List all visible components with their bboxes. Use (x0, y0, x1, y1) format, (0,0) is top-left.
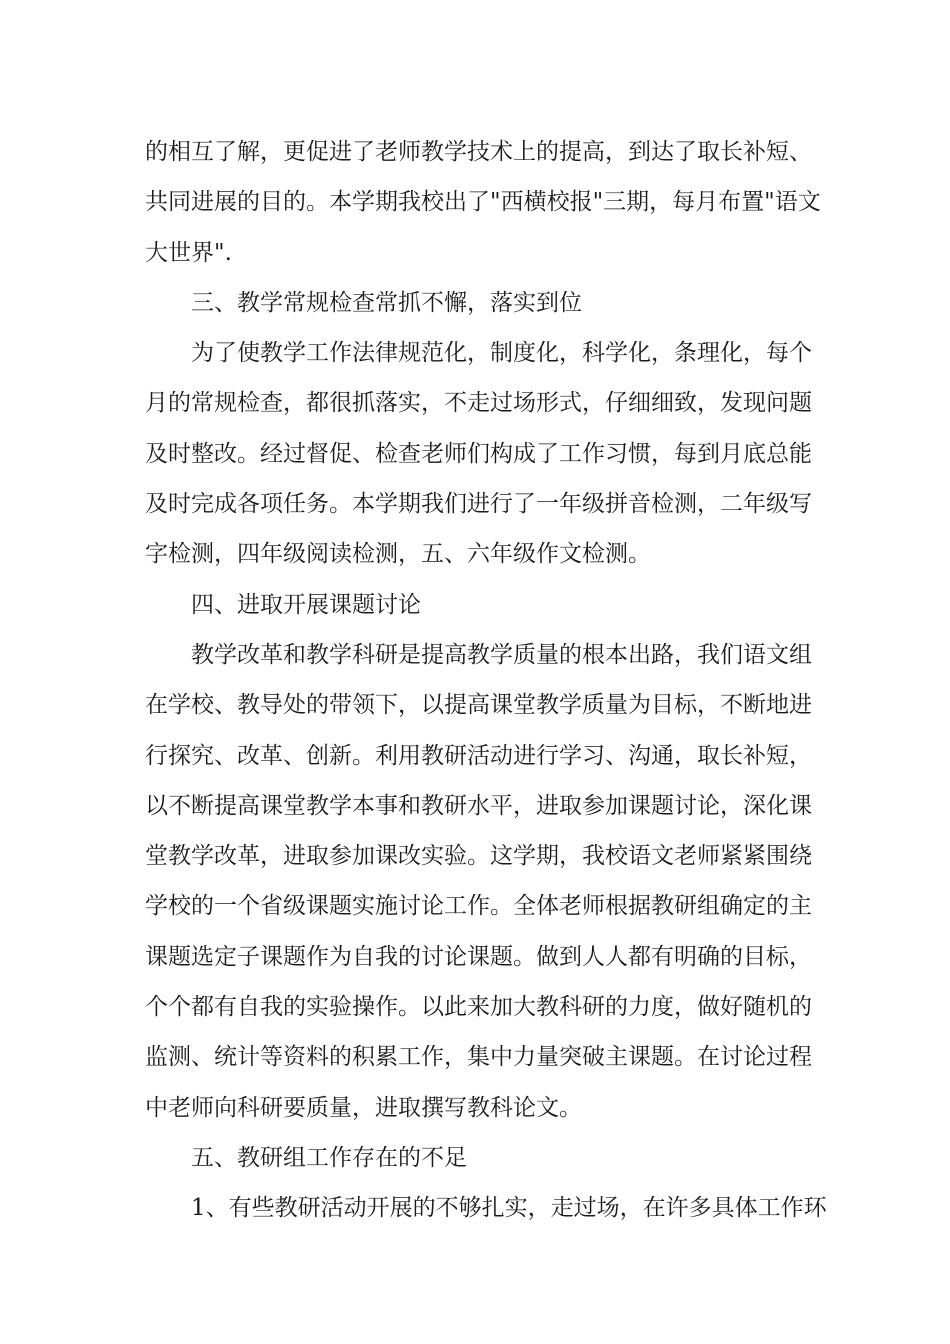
paragraph-line: 及时整改。经过督促、检查老师们构成了工作习惯，每到月底总能 (145, 440, 812, 467)
paragraph-line: 中老师向科研要质量，进取撰写教科论文。 (145, 1094, 582, 1121)
paragraph-line: 月的常规检查，都很抓落实，不走过场形式，仔细细致，发现问题 (145, 390, 812, 417)
section-heading-3: 三、教学常规检查常抓不懈，落实到位 (191, 289, 582, 316)
paragraph-line: 在学校、教导处的带领下，以提高课堂教学质量为目标，不断地进 (145, 692, 812, 719)
paragraph-line: 课题选定子课题作为自我的讨论课题。做到人人都有明确的目标， (145, 943, 812, 970)
paragraph-line: 教学改革和教学科研是提高教学质量的根本出路，我们语文组 (191, 641, 812, 668)
paragraph-line: 以不断提高课堂教学本事和教研水平，进取参加课题讨论，深化课 (145, 792, 812, 819)
paragraph-line: 1、有些教研活动开展的不够扎实，走过场，在许多具体工作环 (191, 1195, 827, 1222)
paragraph-line: 个个都有自我的实验操作。以此来加大教科研的力度，做好随机的 (145, 994, 812, 1021)
document-body (145, 127, 827, 1234)
paragraph-line: 共同进展的目的。本学期我校出了"西横校报"三期，每月布置"语文 (145, 189, 821, 216)
paragraph-line: 学校的一个省级课题实施讨论工作。全体老师根据教研组确定的主 (145, 893, 812, 920)
paragraph-line: 堂教学改革，进取参加课改实验。这学期，我校语文老师紧紧围绕 (145, 843, 812, 870)
section-heading-5: 五、教研组工作存在的不足 (191, 1144, 467, 1171)
paragraph-line: 大世界". (145, 239, 232, 266)
paragraph-line: 行探究、改革、创新。利用教研活动进行学习、沟通，取长补短， (145, 742, 812, 769)
section-heading-4: 四、进取开展课题讨论 (191, 591, 421, 618)
paragraph-line: 及时完成各项任务。本学期我们进行了一年级拼音检测，二年级写 (145, 491, 812, 518)
paragraph-line: 字检测，四年级阅读检测，五、六年级作文检测。 (145, 541, 651, 568)
paragraph-line: 监测、统计等资料的积累工作，集中力量突破主课题。在讨论过程 (145, 1044, 812, 1071)
paragraph-line: 的相互了解，更促进了老师教学技术上的提高，到达了取长补短、 (145, 139, 812, 165)
paragraph-line: 为了使教学工作法律规范化，制度化，科学化，条理化，每个 (191, 340, 812, 367)
